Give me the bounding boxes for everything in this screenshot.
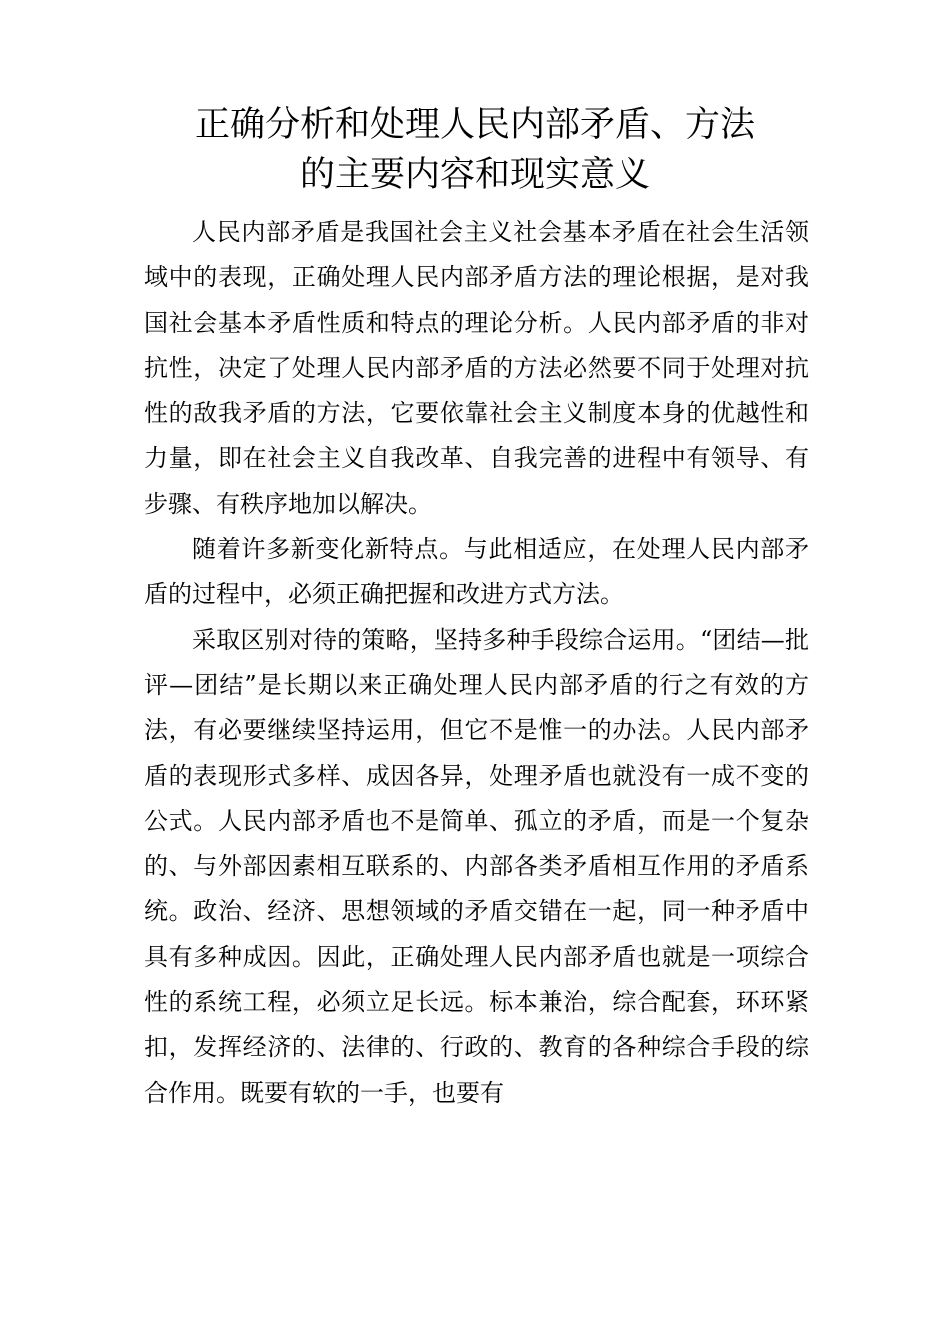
document-body (144, 210, 809, 1116)
paragraph-2: 随着许多新变化新特点。与此相适应，在处理人民内部矛盾的过程中，必须正确把握和改进方式方法。 (144, 535, 809, 609)
document-title-line-2: 的主要内容和现实意义 (299, 155, 650, 195)
paragraph-3: 采取区别对待的策略，坚持多种手段综合运用。“团结—批评—团结”是长期以来正确处理人民内部矛盾的行之有效的方法，有必要继续坚持运用，但它不是惟一的办法。人民内部矛盾的表现形式多样、成因各异，处理矛盾也就没有一成不变的公式。人民内部矛盾也不是简单、孤立的矛盾，而是一个复杂的、与外部因素相互联系的、内部各类矛盾相互作用的矛盾系统。政治、经济、思想领域的矛盾交错在一起，同一种矛盾中具有多种成因。因此，正确处理人民内部矛盾也就是一项综合性的系统工程，必须立足长远。标本兼治，综合配套，环环紧扣，发挥经济的、法律的、行政的、教育的各种综合手段的综合作用。既要有软的一手，也要有 (144, 625, 809, 1107)
document-title-line-1: 正确分析和处理人民内部矛盾、方法 (194, 105, 755, 145)
paragraph-1: 人民内部矛盾是我国社会主义社会基本矛盾在社会生活领域中的表现，正确处理人民内部矛盾方法的理论根据，是对我国社会基本矛盾性质和特点的理论分析。人民内部矛盾的非对抗性，决定了处理人民内部矛盾的方法必然要不同于处理对抗性的敌我矛盾的方法，它要依靠社会主义制度本身的优越性和力量，即在社会主义自我改革、自我完善的进程中有领导、有步骤、有秩序地加以解决。 (144, 218, 809, 518)
